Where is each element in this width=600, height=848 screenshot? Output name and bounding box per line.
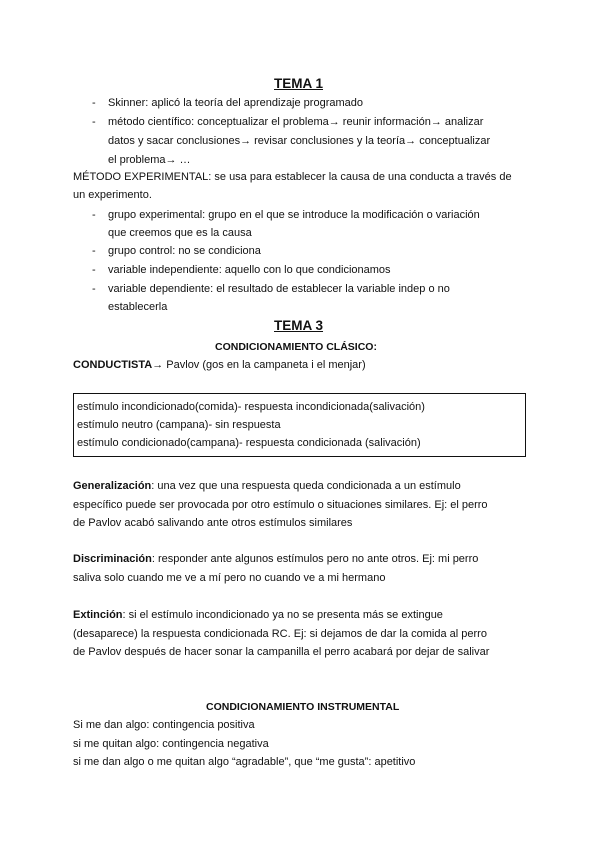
variable-independiente: variable independiente: aquello con lo que condicionamos [108, 264, 391, 276]
variable-dependiente-line1: variable dependiente: el resultado de establecer la variable indep o no [108, 283, 450, 295]
extincion-line3: de Pavlov después de hacer sonar la campanilla el perro acabará por dejar de salivar [73, 646, 490, 658]
condicionamiento-clasico-title: CONDICIONAMIENTO CLÁSICO: [215, 341, 377, 353]
bullet-dash: - [92, 209, 96, 221]
tema1-bullet-skinner: Skinner: aplicó la teoría del aprendizaje programado [108, 97, 363, 109]
bullet-dash: - [92, 245, 96, 257]
discriminacion-line1 [73, 553, 478, 565]
discriminacion-text: : responder ante algunos estímulos pero no ante otros. Ej: mi perro [151, 553, 479, 565]
extincion-text: : si el estímulo incondicionado ya no se presenta más se extingue [122, 609, 443, 621]
extincion-line2: (desaparece) la respuesta condicionada RC. Ej: si dejamos de dar la comida al perro [73, 628, 487, 640]
grupo-control: grupo control: no se condiciona [108, 245, 261, 257]
box-line-condicionado: estímulo condicionado(campana)- respuesta condicionada (salivación) [77, 437, 421, 449]
metodo-experimental-line2: un experimento. [73, 189, 152, 201]
generalizacion-line2: específico puede ser provocada por otro estímulo o situaciones similares. Ej: el perro [73, 499, 488, 511]
tema1-bullet-metodo-line3: el problema→ … [108, 154, 191, 166]
tema1-bullet-metodo-line2: datos y sacar conclusiones→ revisar conclusiones y la teoría→ conceptualizar [108, 135, 491, 147]
bullet-dash: - [92, 97, 96, 109]
bullet-dash: - [92, 264, 96, 276]
generalizacion-term: Generalización [73, 480, 152, 492]
metodo-experimental-line1: MÉTODO EXPERIMENTAL: se usa para establecer la causa de una conducta a través de [73, 171, 512, 183]
box-line-incondicionado: estímulo incondicionado(comida)- respuesta incondicionada(salivación) [77, 401, 425, 413]
instrumental-line3: si me dan algo o me quitan algo “agradable”, que “me gusta”: apetitivo [73, 756, 416, 768]
grupo-experimental-line2: que creemos que es la causa [108, 227, 252, 239]
conductista-text: → Pavlov (gos en la campaneta i el menjar) [152, 359, 366, 371]
instrumental-line1: Si me dan algo: contingencia positiva [73, 719, 255, 731]
instrumental-line2: si me quitan algo: contingencia negativa [73, 738, 269, 750]
generalizacion-line1 [73, 480, 461, 492]
discriminacion-term: Discriminación [73, 553, 152, 565]
condicionamiento-instrumental-title: CONDICIONAMIENTO INSTRUMENTAL [206, 701, 400, 713]
extincion-term: Extinción [73, 609, 123, 621]
discriminacion-line2: saliva solo cuando me ve a mí pero no cuando ve a mi hermano [73, 572, 386, 584]
conductista-line [73, 359, 366, 371]
extincion-line1 [73, 609, 443, 621]
bullet-dash: - [92, 283, 96, 295]
tema3-title: TEMA 3 [274, 318, 324, 333]
bullet-dash: - [92, 116, 96, 128]
variable-dependiente-line2: establecerla [108, 301, 168, 313]
tema1-bullet-metodo-line1: método científico: conceptualizar el problema→ reunir información→ analizar [108, 116, 484, 128]
conductista-label: CONDUCTISTA [73, 359, 153, 371]
tema1-title: TEMA 1 [274, 76, 324, 91]
grupo-experimental-line1: grupo experimental: grupo en el que se introduce la modificación o variación [108, 209, 480, 221]
box-line-neutro: estímulo neutro (campana)- sin respuesta [77, 419, 281, 431]
generalizacion-text: : una vez que una respuesta queda condicionada a un estímulo [151, 480, 461, 492]
generalizacion-line3: de Pavlov acabó salivando ante otros estímulos similares [73, 517, 353, 529]
